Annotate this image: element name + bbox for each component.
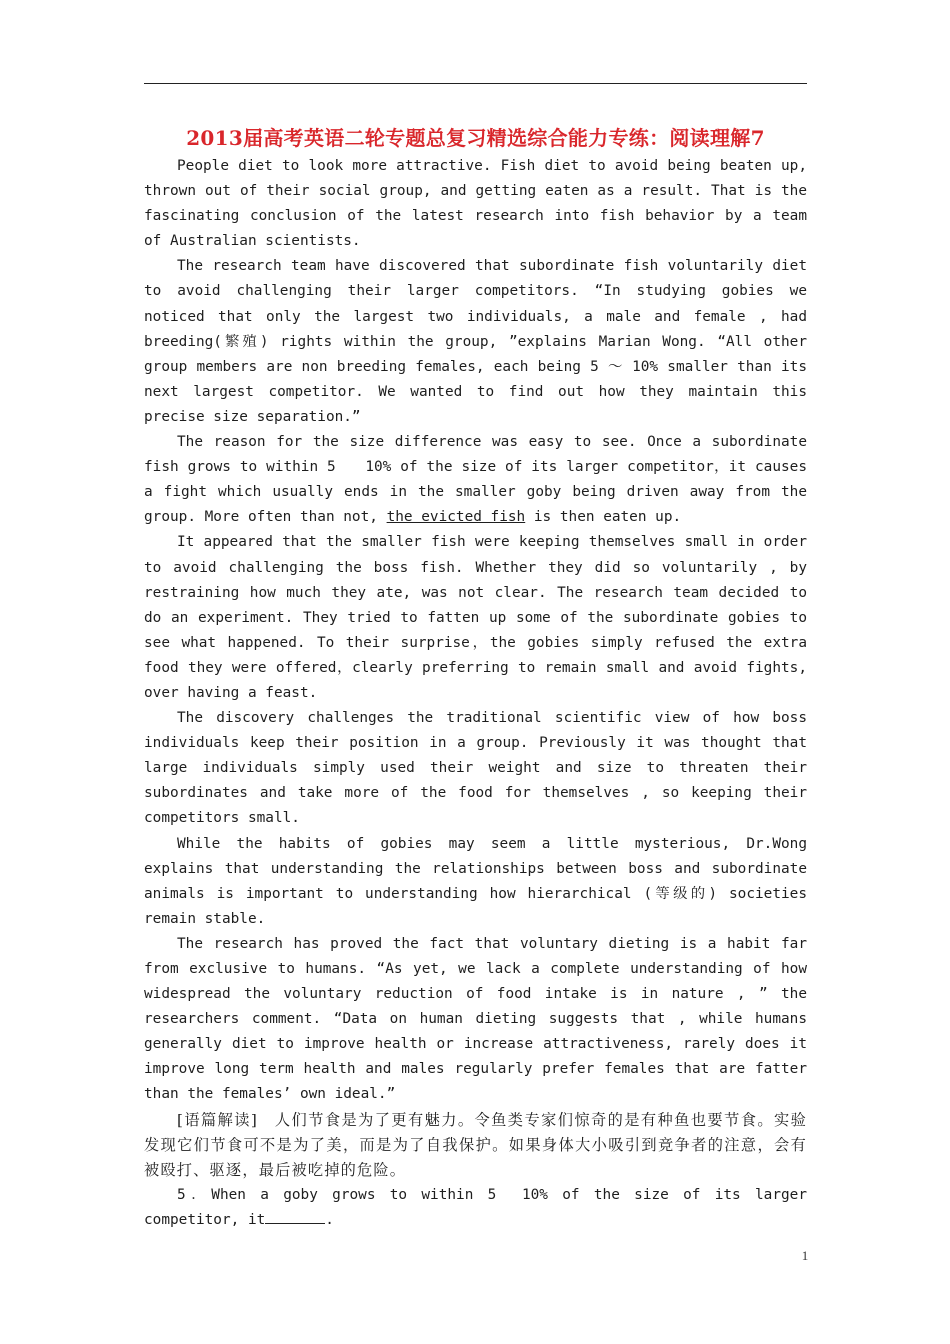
underlined-phrase: the evicted fish bbox=[386, 509, 526, 526]
paragraph-4: It appeared that the smaller fish were keeping themselves small in order to avoid challenging the boss fish. Whether they did so voluntarily , by restraining how much they ate, was not clear. The research team decided to do an experiment. They tried to fatten up some of the subordinate gobies to see what happened. To their surprise，the gobies simply refused the extra food they were offered，clearly preferring to remain small and avoid fights, over having a feast. bbox=[144, 534, 807, 701]
page-title: 2013届高考英语二轮专题总复习精选综合能力专练：阅读理解7 bbox=[186, 126, 765, 150]
header-rule bbox=[144, 83, 807, 84]
paragraph-6: While the habits of gobies may seem a little mysterious, Dr.Wong explains that understanding the relationships between boss and subordinate animals is important to understanding how hierarchical (等级的) societies remain stable. bbox=[144, 835, 807, 927]
paragraph-1: People diet to look more attractive. Fish diet to avoid being beaten up, thrown out of their social group, and getting eaten as a result. That is the fascinating conclusion of the latest research into fish behavior by a team of Australian scientists. bbox=[144, 158, 807, 250]
question-5-end: . bbox=[325, 1211, 334, 1228]
paragraph-2: The research team have discovered that subordinate fish voluntarily diet to avoid challenging their larger competitors. “In studying gobies we noticed that only the largest two individuals, a male and female , had breeding(繁殖) rights within the group, ”explains Marian Wong. “All other group members are non breeding females, each being 5 ～ 10% smaller than its next largest competitor. We wanted to find out how they maintain this precise size separation.” bbox=[144, 258, 807, 425]
paragraph-3-text: The reason for the size difference was easy to see. Once a subordinate fish grows to within 5 10% of the size of its larger competitor，it causes a fight which usually ends in the smaller goby being driven away from the group. More often than not, bbox=[144, 434, 807, 526]
answer-blank[interactable] bbox=[265, 1209, 325, 1224]
paragraph-5: The discovery challenges the traditional scientific view of how boss individuals keep their position in a group. Previously it was thought that large individuals simply used their weight and size to threaten their subordinates and take more of the food for themselves , so keeping their competitors small. bbox=[144, 710, 807, 827]
article-body bbox=[144, 154, 807, 1233]
paragraph-3-end: is then eaten up. bbox=[525, 509, 682, 526]
page-number: 1 bbox=[801, 1248, 809, 1263]
paragraph-3 bbox=[144, 430, 807, 530]
passage-analysis: [语篇解读] 人们节食是为了更有魅力。令鱼类专家们惊奇的是有种鱼也要节食。实验发现它们节食可不是为了美，而是为了自我保护。如果身体大小吸引到竞争者的注意，会有被殴打、驱逐，最后被吃掉的危险。 bbox=[144, 1110, 807, 1179]
question-5 bbox=[144, 1183, 807, 1233]
question-5-text: 5．When a goby grows to within 5 10% of the size of its larger competitor, it bbox=[144, 1186, 807, 1228]
paragraph-7: The research has proved the fact that voluntary dieting is a habit far from exclusive to humans. “As yet, we lack a complete understanding of how widespread the voluntary reduction of food intake is in nature , ” the researchers comment. “Data on human dieting suggests that , while humans generally diet to improve health or increase attractiveness, rarely does it improve long term health and males regularly prefer females that are fatter than the females’ own ideal.” bbox=[144, 935, 807, 1103]
